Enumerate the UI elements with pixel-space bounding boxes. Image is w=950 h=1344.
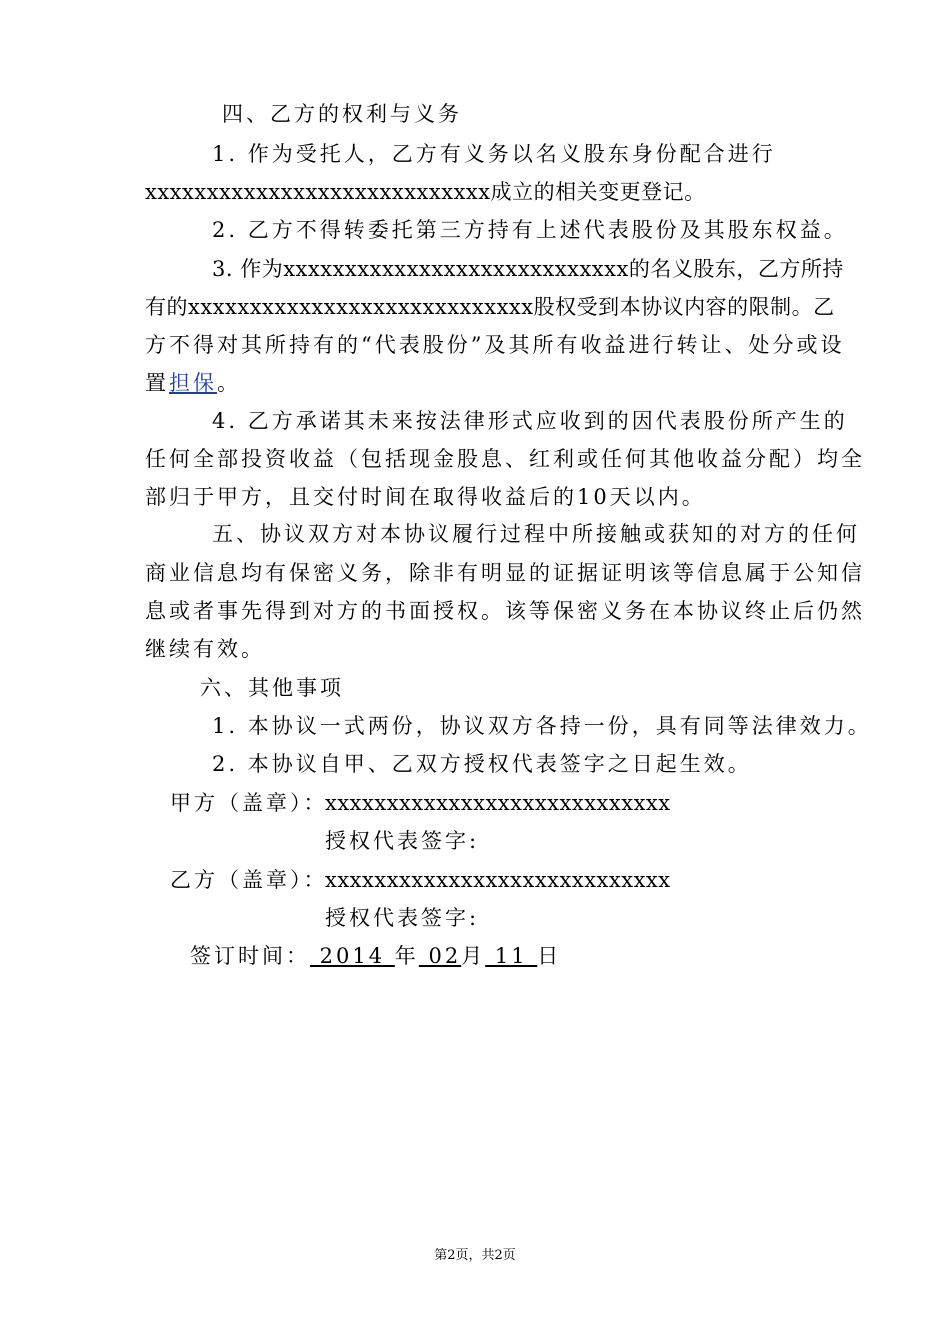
section-4-item-3-line-4 [145, 369, 241, 397]
date-day-unit: 日 [537, 944, 562, 968]
party-b-label: 乙方（盖章）： [170, 868, 328, 892]
section-4-item-2: 2. 乙方不得转委托第三方持有上述代表股份及其股东权益。 [212, 218, 848, 242]
section-4-item-3-line-3: 方不得对其所持有的“代表股份”及其所有收益进行转让、处分或设 [145, 333, 845, 357]
section-4-item-4-line-2: 任何全部投资收益（包括现金股息、红利或任何其他收益分配）均全 [145, 447, 865, 471]
section-5-line-4: 继续有效。 [145, 637, 265, 661]
party-a-label: 甲方（盖章）： [170, 791, 328, 815]
date-month: 02 [418, 944, 462, 968]
section-4-item-3-line-1: 3. 作为xxxxxxxxxxxxxxxxxxxxxxxxxxxx的名义股东，乙方所持 [212, 257, 844, 281]
section-4-item-1-line-2: xxxxxxxxxxxxxxxxxxxxxxxxxxxx成立的相关变更登记。 [145, 180, 706, 204]
party-b-name: xxxxxxxxxxxxxxxxxxxxxxxxxxxx [325, 868, 671, 892]
section-4-item-1-line-1: 1. 作为受托人，乙方有义务以名义股东身份配合进行 [212, 142, 776, 166]
guarantee-link[interactable]: 担保 [169, 371, 217, 395]
section-5-line-2: 商业信息均有保密义务，除非有明显的证据证明该等信息属于公知信 [145, 561, 865, 585]
date-year-unit: 年 [394, 944, 419, 968]
section-4-heading: 四、乙方的权利与义务 [222, 102, 462, 126]
section-4-item-3-line-2: 有的xxxxxxxxxxxxxxxxxxxxxxxxxxxx股权受到本协议内容的限制。乙 [145, 295, 835, 319]
party-b-rep-signature: 授权代表签字: [325, 906, 480, 930]
page-footer: 第2页，共2页 [434, 1248, 516, 1263]
section-6-heading: 六、其他事项 [200, 676, 344, 700]
section-6-item-2: 2. 本协议自甲、乙双方授权代表签字之日起生效。 [212, 752, 752, 776]
date-month-unit: 月 [461, 944, 486, 968]
party-a-name: xxxxxxxxxxxxxxxxxxxxxxxxxxxx [325, 791, 671, 815]
section-6-item-1: 1. 本协议一式两份，协议双方各持一份，具有同等法律效力。 [212, 714, 872, 738]
section-5-line-3: 息或者事先得到对方的书面授权。该等保密义务在本协议终止后仍然 [145, 599, 865, 623]
date-day: 11 [485, 944, 538, 968]
date-year: 2014 [310, 944, 395, 968]
text-before-link: 置 [145, 371, 169, 395]
section-5-line-1: 五、协议双方对本协议履行过程中所接触或获知的对方的任何 [212, 522, 860, 546]
party-a-rep-signature: 授权代表签字: [325, 829, 480, 853]
section-4-item-4-line-1: 4. 乙方承诺其未来按法律形式应收到的因代表股份所产生的 [212, 409, 848, 433]
signing-date [190, 942, 561, 970]
section-4-item-4-line-3: 部归于甲方，且交付时间在取得收益后的10天以内。 [145, 485, 706, 509]
date-label: 签订时间： [190, 944, 310, 968]
text-after-link: 。 [217, 371, 241, 395]
